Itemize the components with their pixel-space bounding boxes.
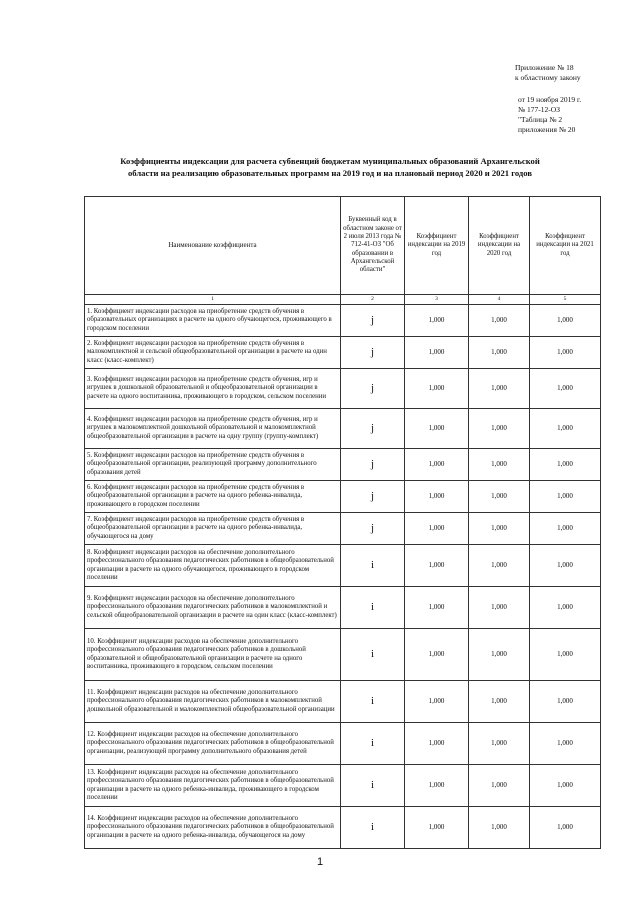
header-2019: Коэффициент индексации на 2019 год [405,197,469,295]
coefficient-2021: 1,000 [530,629,601,681]
coefficients-table [84,196,601,849]
coefficient-name: 7. Коэффициент индексации расходов на приобретение средств обучения в общеобразовательной организации в расчете на одного ребенка-инвалида, обучающегося на дому [85,513,341,545]
page-number: 1 [316,856,324,868]
coefficient-name: 1. Коэффициент индексации расходов на приобретение средств обучения в образовательных организациях в расчете на одного обучающегося, проживающего в городском поселении [85,305,341,337]
coefficient-2021: 1,000 [530,545,601,587]
header-2021: Коэффициент индексации на 2021 год [530,197,601,295]
coefficient-2020: 1,000 [469,449,530,481]
coefficient-2019: 1,000 [405,545,469,587]
coefficient-name: 11. Коэффициент индексации расходов на обеспечение дополнительного профессионального образования педагогических работников в малокомплектной дошкольной образовательной и малокомплектной общеобразовательной организации [85,681,341,723]
coefficient-2020: 1,000 [469,369,530,409]
table-row [85,305,601,337]
column-number: 1 [85,295,341,305]
coefficient-2021: 1,000 [530,681,601,723]
coefficient-2020: 1,000 [469,337,530,369]
coefficient-2021: 1,000 [530,807,601,849]
coefficient-name: 14. Коэффициент индексации расходов на обеспечение дополнительного профессионального образования педагогических работников в общеобразовательной организации в расчете на одного ребенка-инвалида, обучающегося на дому [85,807,341,849]
letter-code: j [341,369,405,409]
coefficient-name: 9. Коэффициент индексации расходов на обеспечение дополнительного профессионального образования педагогических работников в малокомплектной и сельской общеобразовательной организации в расчете на один класс (класс-комплект) [85,587,341,629]
coefficient-2021: 1,000 [530,409,601,449]
reference-line: приложения № 20 [518,125,576,134]
letter-code: i [341,765,405,807]
letter-code: i [341,681,405,723]
letter-code: j [341,337,405,369]
letter-code: i [341,587,405,629]
coefficient-2021: 1,000 [530,513,601,545]
appendix-note [515,63,581,83]
letter-code: j [341,305,405,337]
coefficient-name: 8. Коэффициент индексации расходов на обеспечение дополнительного профессионального образования педагогических работников в общеобразовательной организации в расчете на одного обучающегося, проживающего в городском поселении [85,545,341,587]
title-line: области на реализацию образовательных программ на 2019 год и на плановый период 2020 и 2021 годов [127,168,533,178]
header-name: Наименование коэффициента [85,197,341,295]
coefficient-2020: 1,000 [469,305,530,337]
coefficient-2020: 1,000 [469,681,530,723]
letter-code: j [341,449,405,481]
coefficient-name: 3. Коэффициент индексации расходов на приобретение средств обучения, игр и игрушек в дошкольной образовательной и общеобразовательной организации в расчете на одного воспитанника, проживающего в городском, сельском поселении [85,369,341,409]
column-number: 4 [469,295,530,305]
coefficient-2020: 1,000 [469,481,530,513]
coefficient-2020: 1,000 [469,723,530,765]
coefficient-2019: 1,000 [405,723,469,765]
coefficient-2019: 1,000 [405,587,469,629]
table-row [85,629,601,681]
letter-code: i [341,807,405,849]
coefficient-name: 6. Коэффициент индексации расходов на приобретение средств обучения в общеобразовательной организации в расчете на одного ребенка-инвалида, проживающего в городском поселении [85,481,341,513]
table-row [85,765,601,807]
table-row [85,449,601,481]
coefficient-2021: 1,000 [530,305,601,337]
letter-code: i [341,723,405,765]
coefficient-2020: 1,000 [469,629,530,681]
table-row [85,337,601,369]
coefficient-2021: 1,000 [530,337,601,369]
coefficient-2021: 1,000 [530,723,601,765]
appendix-line: к областному закону [515,73,581,82]
law-reference-note [518,95,581,135]
coefficient-2020: 1,000 [469,409,530,449]
coefficient-2021: 1,000 [530,765,601,807]
title-line: Коэффициенты индексации для расчета субвенций бюджетам муниципальных образований Архангельской [120,156,540,166]
column-number: 3 [405,295,469,305]
header-2020: Коэффициент индексации на 2020 год [469,197,530,295]
coefficient-name: 12. Коэффициент индексации расходов на обеспечение дополнительного профессионального образования педагогических работников в общеобразовательной организации, реализующей программу дополнительного образования детей [85,723,341,765]
coefficient-2019: 1,000 [405,409,469,449]
coefficient-2020: 1,000 [469,587,530,629]
coefficient-2020: 1,000 [469,545,530,587]
column-number: 5 [530,295,601,305]
appendix-line: Приложение № 18 [515,63,574,72]
coefficient-2020: 1,000 [469,807,530,849]
table-row [85,807,601,849]
table-row [85,409,601,449]
reference-line: от 19 ноября 2019 г. [518,95,582,104]
coefficient-2020: 1,000 [469,765,530,807]
letter-code: i [341,629,405,681]
reference-line: "Таблица № 2 [518,115,563,124]
coefficient-2019: 1,000 [405,513,469,545]
coefficient-2019: 1,000 [405,681,469,723]
coefficient-name: 5. Коэффициент индексации расходов на приобретение средств обучения в общеобразовательной организации, реализующей программу дополнительного образования детей [85,449,341,481]
letter-code: j [341,409,405,449]
table-row [85,513,601,545]
column-number: 2 [341,295,405,305]
document-title [60,155,600,179]
coefficient-2019: 1,000 [405,305,469,337]
letter-code: j [341,481,405,513]
table-row [85,723,601,765]
table-row [85,587,601,629]
coefficient-name: 4. Коэффициент индексации расходов на приобретение средств обучения, игр и игрушек в малокомплектной дошкольной образовательной и малокомплектной общеобразовательной организации в расчете на одну группу (группу-комплект) [85,409,341,449]
coefficient-2021: 1,000 [530,481,601,513]
coefficient-2019: 1,000 [405,807,469,849]
table-row [85,369,601,409]
coefficient-2020: 1,000 [469,513,530,545]
coefficient-2019: 1,000 [405,481,469,513]
coefficient-2019: 1,000 [405,629,469,681]
header-code: Буквенный код в областном законе от 2 июля 2013 года № 712-41-ОЗ "Об образовании в Архангельской области" [341,197,405,295]
table-row [85,545,601,587]
reference-line: № 177-12-ОЗ [518,105,560,114]
table-row [85,681,601,723]
letter-code: j [341,513,405,545]
coefficient-name: 2. Коэффициент индексации расходов на приобретение средств обучения в малокомплектной и сельской общеобразовательной организации в расчете на один класс (класс-комплект) [85,337,341,369]
coefficient-name: 10. Коэффициент индексации расходов на обеспечение дополнительного профессионального образования педагогических работников в дошкольной образовательной и общеобразовательной организации в расчете на одного воспитанника, проживающего в городском, сельском поселении [85,629,341,681]
column-number-row [85,295,601,305]
coefficient-2021: 1,000 [530,369,601,409]
table-row [85,481,601,513]
coefficient-2021: 1,000 [530,449,601,481]
coefficient-2019: 1,000 [405,337,469,369]
coefficient-2019: 1,000 [405,765,469,807]
coefficient-2019: 1,000 [405,449,469,481]
coefficient-name: 13. Коэффициент индексации расходов на обеспечение дополнительного профессионального образования педагогических работников в общеобразовательной организации в расчете на одного ребенка-инвалида, проживающего в городском поселении [85,765,341,807]
header-row [85,197,601,295]
coefficient-2019: 1,000 [405,369,469,409]
letter-code: i [341,545,405,587]
coefficient-2021: 1,000 [530,587,601,629]
